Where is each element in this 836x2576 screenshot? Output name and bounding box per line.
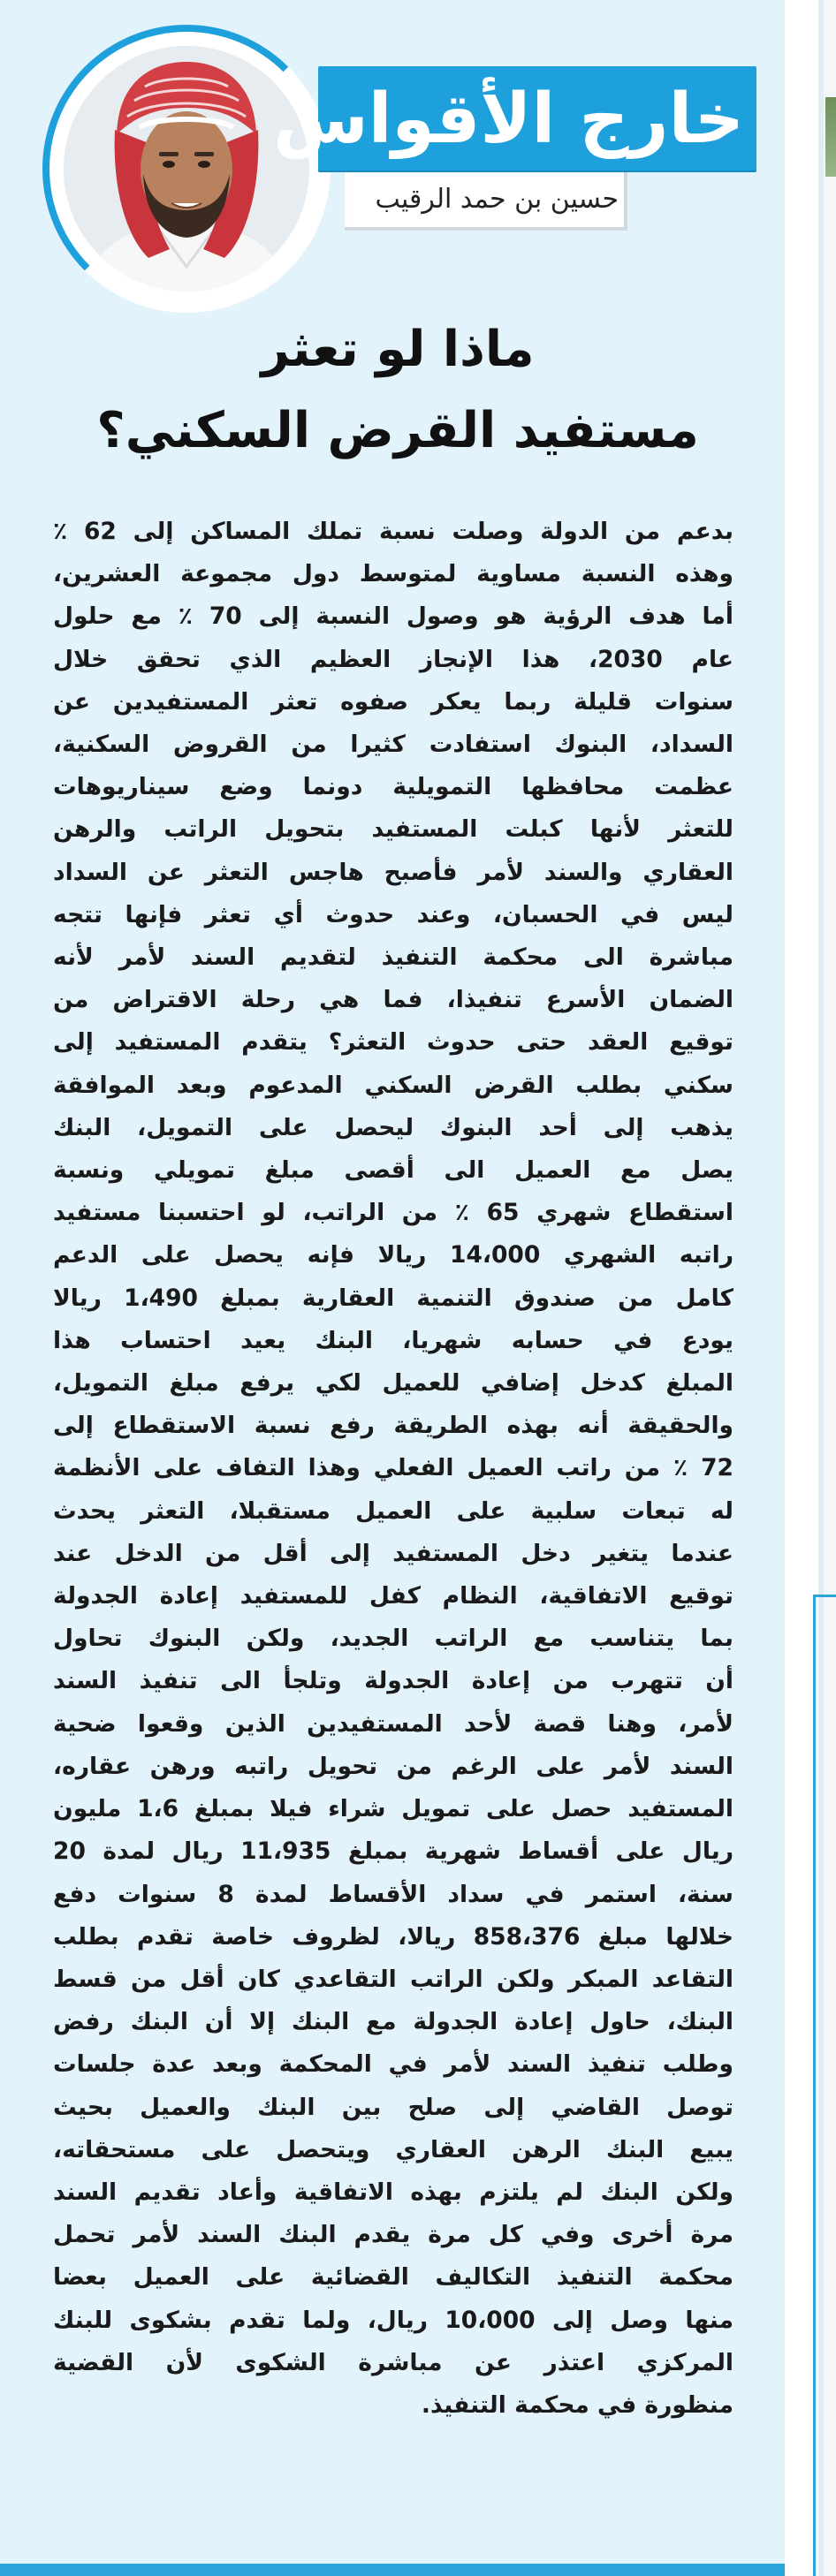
article-body-line: السداد، البنوك استفادت كثيرا من القروض السكنية،	[53, 731, 733, 759]
article-body-line: لأمر، وهنا قصة لأحد المستفيدين الذين وقعوا ضحية	[53, 1709, 733, 1738]
article-body-line: بدعم من الدولة وصلت نسبة تملك المساكن إلى 62 ٪	[53, 518, 733, 545]
article-body-line: مباشرة الى محكمة التنفيذ لتقديم السند لأمر لأنه	[53, 943, 733, 972]
article-body-line: سنة، استمر في سداد الأقساط لمدة 8 سنوات دفع	[53, 1880, 733, 1908]
article-body-line: المركزي اعتذر عن مباشرة الشكوى لأن القضية	[53, 2348, 733, 2376]
article-body-line: وطلب تنفيذ السند لأمر في المحكمة وبعد عدة جلسات	[53, 2050, 733, 2079]
article-body-line: خلالها مبلغ 858،376 ريالا، لظروف خاصة تقدم بطلب	[53, 1922, 733, 1951]
article-body-line: عظمت محافظها التمويلية دونما وضع سيناريوهات	[53, 773, 733, 801]
article-body-line: مرة أخرى وفي كل مرة يقدم البنك السند لأمر تحمل	[53, 2221, 733, 2249]
article-body-line: 72 ٪ من راتب العميل الفعلي وهذا التفاف على الأنظمة	[53, 1454, 733, 1482]
article-body-line: راتبه الشهري 14،000 ريالا فإنه يحصل على الدعم	[53, 1241, 733, 1269]
article-body-line: التقاعد المبكر ولكن الراتب التقاعدي كان أقل من قسط	[53, 1965, 733, 1993]
article-body-line: منها وصل إلى 10،000 ريال، ولما تقدم بشكوى للبنك	[53, 2306, 733, 2334]
article-body-line: توصل القاضي إلى صلح بين البنك والعميل بحيث	[53, 2093, 733, 2121]
article-title	[35, 309, 760, 472]
article-body-line: كامل من صندوق التنمية العقارية بمبلغ 1،490 ريالا	[53, 1284, 733, 1312]
bottom-rule	[0, 2564, 785, 2576]
article-body-line: المبلغ كدخل إضافي للعميل لكي يرفع مبلغ التمويل،	[53, 1369, 733, 1398]
article-body-line: سنوات قليلة ربما يعكر صفوه تعثر المستفيدين عن	[53, 687, 733, 716]
article-body-line: سكني بطلب القرض السكني المدعوم وبعد الموافقة	[53, 1071, 733, 1099]
article-body-line: أن تتهرب من إعادة الجدولة وتلجأ الى تنفيذ السند	[53, 1667, 733, 1695]
neighbor-frame-corner	[813, 1595, 836, 2576]
article-body-line: السند لأمر على الرغم من تحويل راتبه ورهن عقاره،	[53, 1752, 733, 1780]
article-body-line: محكمة التنفيذ التكاليف القضائية على العميل بعضا	[53, 2263, 733, 2292]
article-body-line: توقيع الاتفاقية، النظام كفل للمستفيد إعادة الجدولة	[53, 1582, 733, 1610]
article-title-line: ماذا لو تعثر	[261, 321, 535, 378]
article-body-line: ريال على أقساط شهرية بمبلغ 11،935 ريال لمدة 20	[53, 1837, 733, 1866]
column-title: خارج الأقواس	[273, 80, 744, 159]
article-body-line: استقطاع شهري 65 ٪ من الراتب، لو احتسبنا مستفيد	[53, 1199, 733, 1227]
article-body-line: العقاري والسند لأمر فأصبح هاجس التعثر عن السداد	[53, 858, 733, 886]
article-body	[53, 511, 733, 2427]
article-title-line: مستفيد القرض السكني؟	[96, 402, 699, 459]
article-body-line: توقيع العقد حتى حدوث التعثر؟ يتقدم المستفيد إلى	[53, 1028, 733, 1057]
article-body-line: منظورة في محكمة التنفيذ.	[421, 2390, 733, 2419]
article-body-line: والحقيقة أنه بهذه الطريقة رفع نسبة الاستقطاع إلى	[53, 1412, 733, 1440]
article-body-line: يصل مع العميل الى أقصى مبلغ تمويلي ونسبة	[53, 1156, 733, 1185]
article-body-line: ولكن البنك لم يلتزم بهذه الاتفاقية وأعاد تقديم السند	[53, 2178, 733, 2206]
neighbor-photo-edge	[825, 97, 836, 177]
article-body-line: بما يتناسب مع الراتب الجديد، ولكن البنوك تحاول	[53, 1625, 733, 1653]
article-body-line: يذهب إلى أحد البنوك ليحصل على التمويل، البنك	[53, 1113, 733, 1141]
article-body-line: البنك، حاول إعادة الجدولة مع البنك إلا أن البنك رفض	[53, 2008, 733, 2036]
article-body-line: عام 2030، هذا الإنجاز العظيم الذي تحقق خلال	[53, 645, 733, 673]
article-body-line: للتعثر لأنها كبلت المستفيد بتحويل الراتب والرهن	[53, 815, 733, 844]
article-body-line: يودع في حسابه شهريا، البنك يعيد احتساب هذا	[53, 1326, 733, 1354]
article-body-line: عندما يتغير دخل المستفيد إلى أقل من الدخل عند	[53, 1539, 733, 1567]
article-body-line: يبيع البنك الرهن العقاري ويتحصل على مستحقاته،	[53, 2135, 733, 2163]
article-body-line: الضمان الأسرع تنفيذا، فما هي رحلة الاقتراض من	[53, 986, 733, 1014]
article-body-line: أما هدف الرؤية هو وصول النسبة إلى 70 ٪ مع حلول	[53, 602, 733, 631]
author-name: حسين بن حمد الرقيب	[375, 184, 619, 215]
article-body-line: المستفيد حصل على تمويل شراء فيلا بمبلغ 1،6 مليون	[53, 1795, 733, 1823]
article-body-line: ليس في الحسبان، وعند حدوث أي تعثر فإنها تتجه	[53, 900, 733, 928]
article-body-line: له تبعات سلبية على العميل مستقبلا، التعثر يحدث	[53, 1496, 733, 1525]
article-body-line: وهذه النسبة مساوية لمتوسط دول مجموعة العشرين،	[53, 560, 733, 588]
